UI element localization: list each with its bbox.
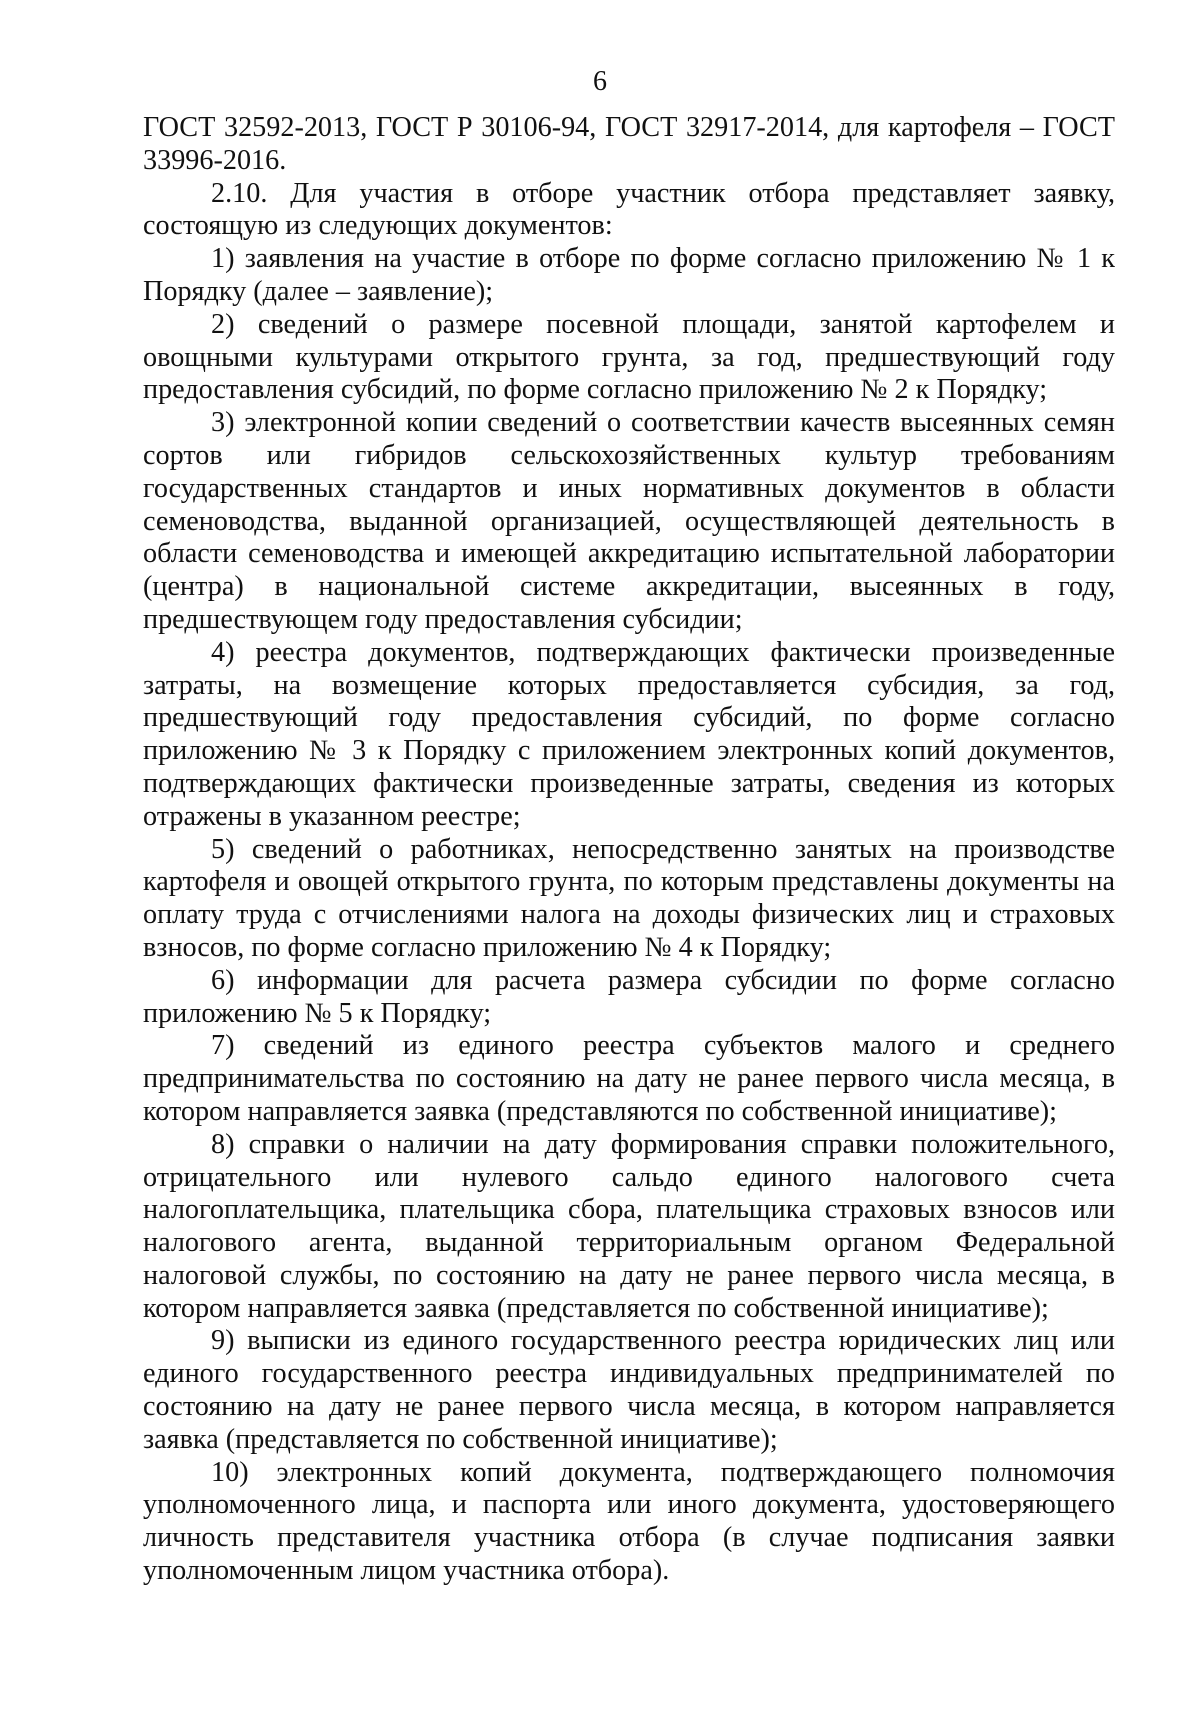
list-item-1: 1) заявления на участие в отборе по форме согласно приложению № 1 к Порядку (далее – заявление); xyxy=(143,243,1115,307)
paragraph-2-10: 2.10. Для участия в отборе участник отбора представляет заявку, состоящую из следующих документов: xyxy=(143,177,1115,242)
list-item-8: 8) справки о наличии на дату формирования справки положительного, отрицательного или нулевого сальдо единого налогового счета налогоплательщика, плательщика сбора, плательщика страховых взносов или налогового агента, выданной территориальным органом Федеральной налоговой службы, по состоянию на дату не ранее первого числа месяца, в котором направляется заявка (представляется по собственной инициативе); xyxy=(143,1128,1115,1324)
list-item-5: 5) сведений о работниках, непосредственно занятых на производстве картофеля и овощей открытого грунта, по которым представлены документы на оплату труда с отчислениями налога на доходы физических лиц и страховых взносов, по форме согласно приложению № 4 к Порядку; xyxy=(143,833,1115,963)
list-item-3: 3) электронной копии сведений о соответствии качеств высеянных семян сортов или гибридов сельскохозяйственных культур требованиям государственных стандартов и иных нормативных документов в области семеноводства, выданной организацией, осуществляющей деятельность в области семеноводства и имеющей аккредитацию испытательной лаборатории (центра) в национальной системе аккредитации, высеянных в году, предшествующем году предоставления субсидии; xyxy=(143,407,1115,635)
list-item-7: 7) сведений из единого реестра субъектов малого и среднего предпринимательства по состоянию на дату не ранее первого числа месяца, в котором направляется заявка (представляются по собственной инициативе); xyxy=(143,1030,1115,1127)
list-item-4: 4) реестра документов, подтверждающих фактически произведенные затраты, на возмещение которых предоставляется субсидия, за год, предшествующий году предоставления субсидий, по форме согласно приложению № 3 к Порядку с приложением электронных копий документов, подтверждающих фактически произведенные затраты, сведения из которых отражены в указанном реестре; xyxy=(143,636,1115,832)
list-item-2: 2) сведений о размере посевной площади, занятой картофелем и овощными культурами открытого грунта, за год, предшествующий году предоставления субсидий, по форме согласно приложению № 2 к Порядку; xyxy=(143,308,1115,406)
list-item-9: 9) выписки из единого государственного реестра юридических лиц или единого государственного реестра индивидуальных предпринимателей по состоянию на дату не ранее первого числа месяца, в котором направляется заявка (представляется по собственной инициативе); xyxy=(143,1325,1115,1455)
page-number: 6 xyxy=(593,66,607,97)
paragraph-gost-continuation: ГОСТ 32592-2013, ГОСТ Р 30106-94, ГОСТ 32917-2014, для картофеля – ГОСТ 33996-2016. xyxy=(143,112,1115,176)
document-body xyxy=(143,112,1115,1588)
list-item-6: 6) информации для расчета размера субсидии по форме согласно приложению № 5 к Порядку; xyxy=(143,964,1115,1029)
list-item-10: 10) электронных копий документа, подтверждающего полномочия уполномоченного лица, и паспорта или иного документа, удостоверяющего личность представителя участника отбора (в случае подписания заявки уполномоченным лицом участника отбора). xyxy=(143,1456,1115,1587)
